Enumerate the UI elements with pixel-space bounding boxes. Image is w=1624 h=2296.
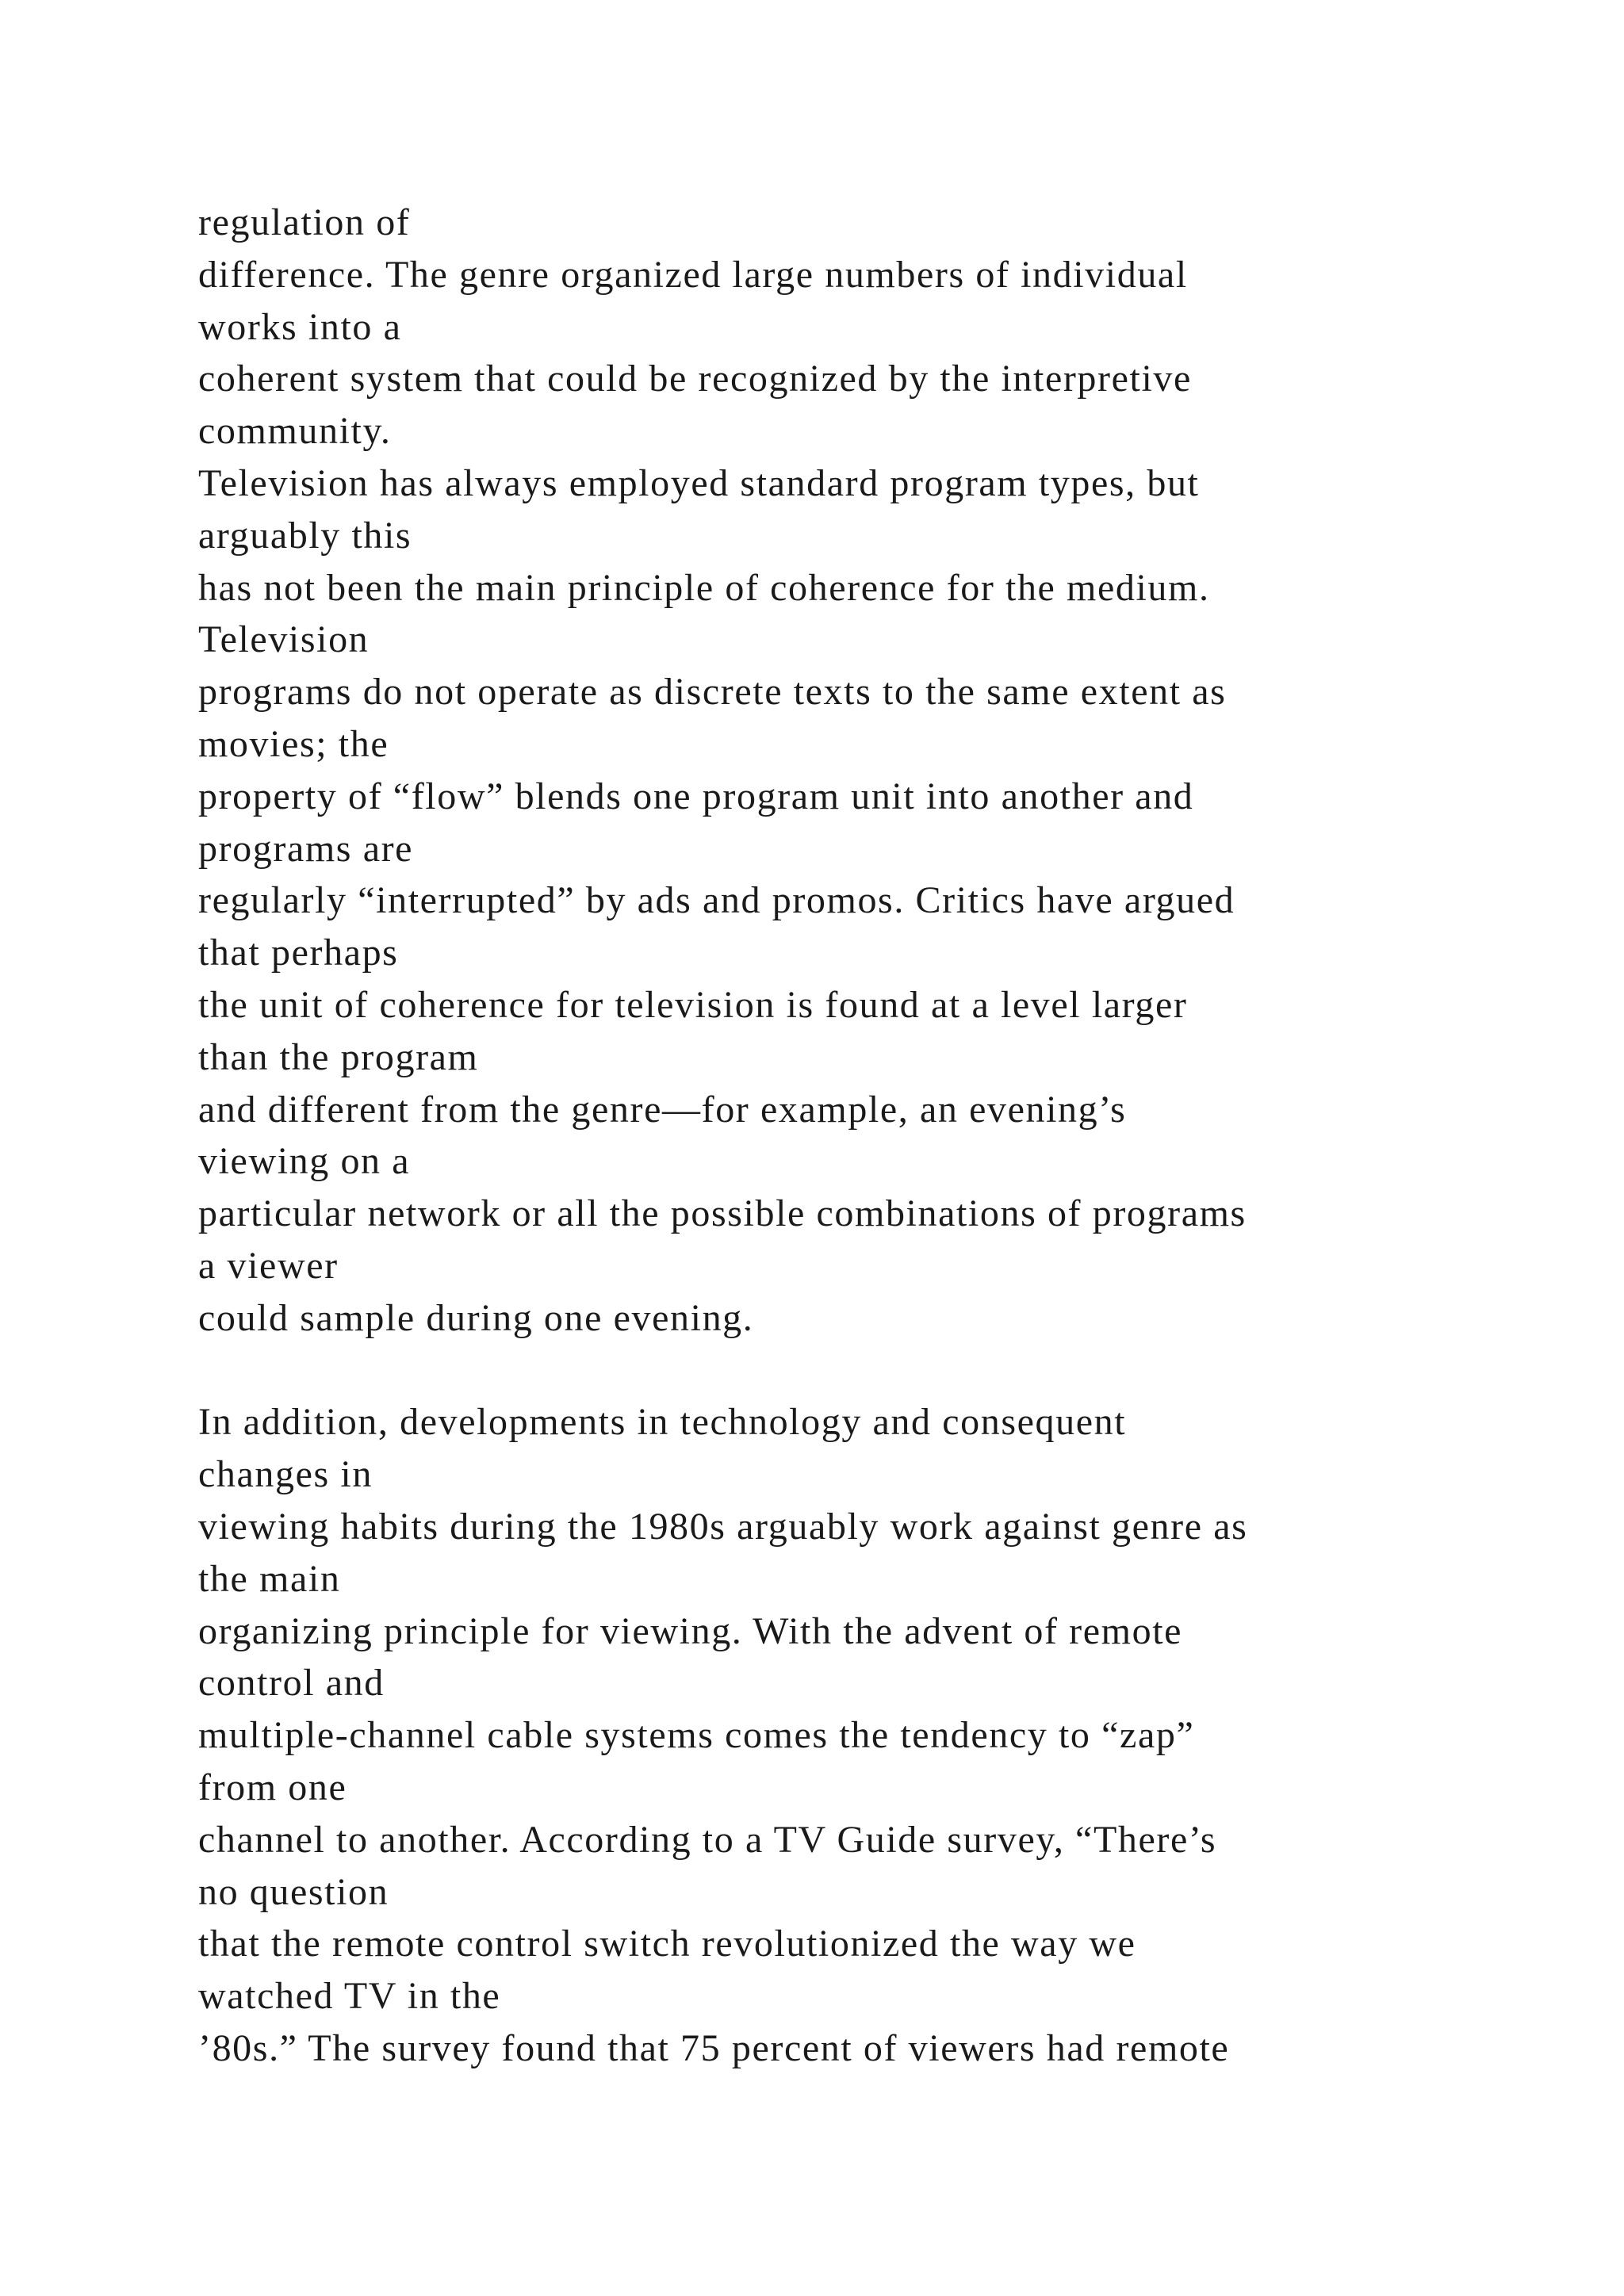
- text-line: community.: [198, 410, 392, 453]
- text-line: organizing principle for viewing. With the advent of remote: [198, 1609, 1183, 1652]
- text-line: channel to another. According to a TV Guide survey, “There’s: [198, 1818, 1217, 1861]
- text-line: and different from the genre—for example, an evening’s: [198, 1088, 1127, 1131]
- text-line: ’80s.” The survey found that 75 percent of viewers had remote: [198, 2026, 1230, 2069]
- text-line: from one: [198, 1766, 347, 1808]
- text-line: changes in: [198, 1453, 373, 1496]
- text-line: multiple-channel cable systems comes the tendency to “zap”: [198, 1714, 1195, 1757]
- text-line: that perhaps: [198, 932, 399, 974]
- text-line: property of “flow” blends one program unit into another and: [198, 775, 1194, 817]
- text-line: than the program: [198, 1035, 479, 1078]
- text-line: coherent system that could be recognized by the interpretive: [198, 358, 1192, 400]
- text-line: Television: [198, 618, 370, 661]
- text-line: control and: [198, 1662, 385, 1705]
- paragraph: [198, 1396, 1562, 2074]
- text-line: arguably this: [198, 514, 412, 557]
- text-line: difference. The genre organized large numbers of individual: [198, 253, 1188, 296]
- text-line: no question: [198, 1870, 389, 1913]
- text-line: works into a: [198, 305, 402, 348]
- text-line: movies; the: [198, 722, 389, 765]
- text-line: In addition, developments in technology and consequent: [198, 1401, 1127, 1444]
- text-line: the unit of coherence for television is found at a level larger: [198, 983, 1188, 1026]
- text-line: regulation of: [198, 201, 411, 243]
- text-line: could sample during one evening.: [198, 1296, 754, 1339]
- body-text: [198, 197, 1562, 2075]
- text-line: that the remote control switch revolutionized the way we: [198, 1923, 1136, 1965]
- text-line: regularly “interrupted” by ads and promos. Critics have argued: [198, 879, 1235, 922]
- text-line: programs do not operate as discrete texts to the same extent as: [198, 671, 1227, 714]
- text-line: the main: [198, 1557, 341, 1600]
- text-line: viewing on a: [198, 1140, 411, 1183]
- text-line: a viewer: [198, 1244, 339, 1287]
- paragraph: [198, 197, 1562, 1345]
- text-line: programs are: [198, 827, 414, 870]
- text-line: watched TV in the: [198, 1975, 501, 2018]
- text-line: Television has always employed standard program types, but: [198, 461, 1200, 504]
- text-line: has not been the main principle of coherence for the medium.: [198, 566, 1210, 609]
- text-line: particular network or all the possible combinations of programs: [198, 1192, 1247, 1235]
- paragraph-gap: [198, 1345, 1562, 1397]
- text-line: viewing habits during the 1980s arguably work against genre as: [198, 1505, 1248, 1548]
